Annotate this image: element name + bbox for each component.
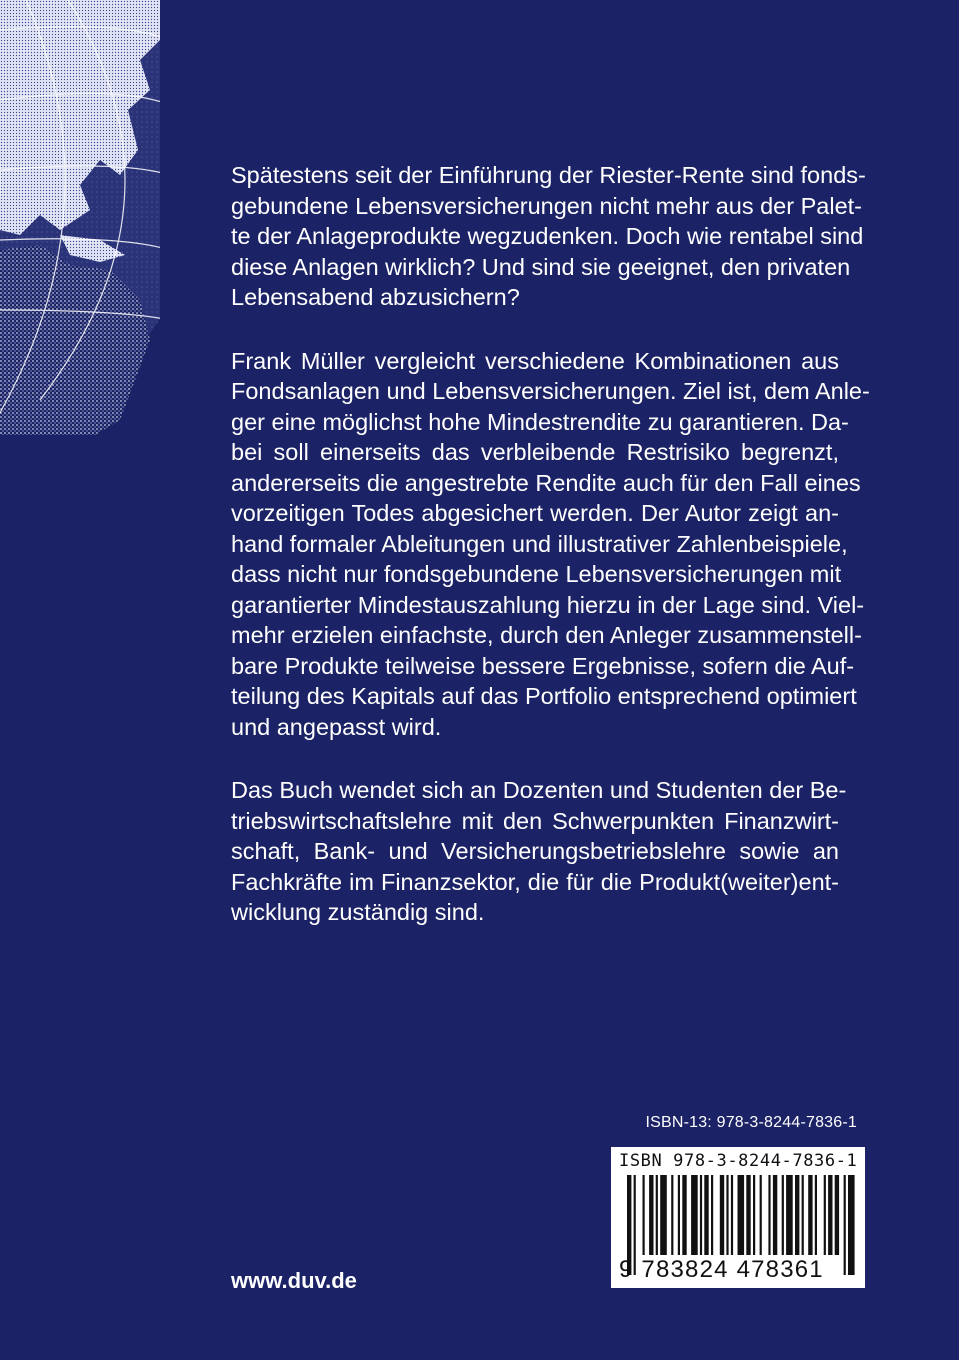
blurb-paragraph-1 xyxy=(231,160,866,313)
blurb-line: vorzeitigen Todes abgesichert werden. Der Autor zeigt an- xyxy=(231,500,839,526)
blurb-line: bare Produkte teilweise bessere Ergebnisse, sofern die Auf- xyxy=(231,652,855,679)
blurb-line: ger eine möglichst hohe Mindestrendite zu garantieren. Da- xyxy=(231,408,849,435)
barcode-bar xyxy=(691,1175,698,1255)
blurb-line: Fondsanlagen und Lebensversicherungen. Ziel ist, dem Anle- xyxy=(231,378,870,404)
blurb-line: gebundene Lebensversicherungen nicht mehr aus der Palet- xyxy=(231,192,863,219)
publisher-url[interactable]: www.duv.de xyxy=(231,1268,357,1293)
blurb-line: Das Buch wendet sich an Dozenten und Studenten der Be- xyxy=(231,777,847,803)
barcode-bar xyxy=(824,1175,826,1255)
blurb-line: Frank Müller vergleicht verschiedene Kombinationen aus xyxy=(231,347,839,374)
barcode-bar xyxy=(760,1175,762,1255)
blurb-paragraph-2 xyxy=(231,346,870,743)
blurb-line: te der Anlageprodukte wegzudenken. Doch wie rentabel sind xyxy=(231,223,864,249)
blurb-line: andererseits die angestrebte Rendite auch für den Fall eines xyxy=(231,469,861,496)
barcode-bar xyxy=(768,1175,770,1255)
barcode-bar xyxy=(786,1175,793,1255)
blurb-line: bei soll einerseits das verbleibende Restrisiko begrenzt, xyxy=(231,439,839,465)
barcode-bar xyxy=(828,1175,832,1255)
barcode-bar xyxy=(753,1175,755,1255)
blurb-line: hand formaler Ableitungen und illustrativer Zahlenbeispiele, xyxy=(231,530,848,557)
blurb-line: garantierter Mindestauszahlung hierzu in der Lage sind. Viel- xyxy=(231,591,865,618)
barcode-bar xyxy=(700,1175,702,1255)
blurb-line: triebswirtschaftslehre mit den Schwerpunkten Finanzwirt- xyxy=(231,807,839,834)
barcode-bar xyxy=(643,1175,645,1255)
barcode-bar xyxy=(704,1175,708,1255)
barcode-bar xyxy=(738,1175,745,1255)
barcode-bar xyxy=(782,1175,784,1255)
blurb-line: Spätestens seit der Einführung der Riester-Rente sind fonds- xyxy=(231,162,866,188)
barcode-bar xyxy=(844,1175,846,1275)
blurb-line: wicklung zuständig sind. xyxy=(231,899,485,925)
barcode-bar xyxy=(649,1175,653,1255)
barcode-bar xyxy=(802,1175,804,1255)
barcode-bar xyxy=(746,1175,750,1255)
barcode-isbn-text: ISBN 978-3-8244-7836-1 xyxy=(619,1151,858,1171)
barcode-bar xyxy=(671,1175,673,1255)
isbn-label: ISBN-13: 978-3-8244-7836-1 xyxy=(645,1114,857,1131)
blurb-line: teilung des Kapitals auf das Portfolio entsprechend optimiert xyxy=(231,683,857,709)
barcode-bar xyxy=(835,1175,839,1255)
blurb-line: Lebensabend abzusichern? xyxy=(231,284,520,310)
blurb-line: schaft, Bank- und Versicherungsbetriebslehre sowie an xyxy=(231,838,839,864)
isbn-barcode xyxy=(611,1147,865,1288)
barcode-digits: 9 783824 478361 xyxy=(619,1256,824,1283)
barcode-bar xyxy=(795,1175,799,1255)
blurb-line: diese Anlagen wirklich? Und sind sie geeignet, den privaten xyxy=(231,253,851,280)
barcode-bar xyxy=(656,1175,658,1255)
blurb-paragraph-3 xyxy=(231,775,847,928)
globe-map-image xyxy=(0,0,160,435)
blurb-line: und angepasst wird. xyxy=(231,713,442,740)
barcode-bar xyxy=(726,1175,728,1255)
barcode-bar xyxy=(815,1175,817,1255)
barcode-bar xyxy=(848,1175,855,1275)
barcode-bar xyxy=(711,1175,713,1255)
blurb-line: mehr erzielen einfachste, durch den Anleger zusammenstell- xyxy=(231,622,862,648)
barcode-bar xyxy=(808,1175,812,1255)
blurb-text xyxy=(231,160,870,961)
blurb-line: Fachkräfte im Finanzsektor, die für die Produkt(weiter)ent- xyxy=(231,868,839,895)
barcode-bar xyxy=(731,1175,733,1255)
barcode-bar xyxy=(660,1175,667,1255)
barcode-bar xyxy=(682,1175,686,1255)
blurb-line: dass nicht nur fondsgebundene Lebensversicherungen mit xyxy=(231,561,842,587)
barcode-bar xyxy=(773,1175,777,1255)
barcode-bar xyxy=(678,1175,680,1255)
barcode-bar xyxy=(720,1175,724,1255)
globe-illustration xyxy=(0,0,160,435)
